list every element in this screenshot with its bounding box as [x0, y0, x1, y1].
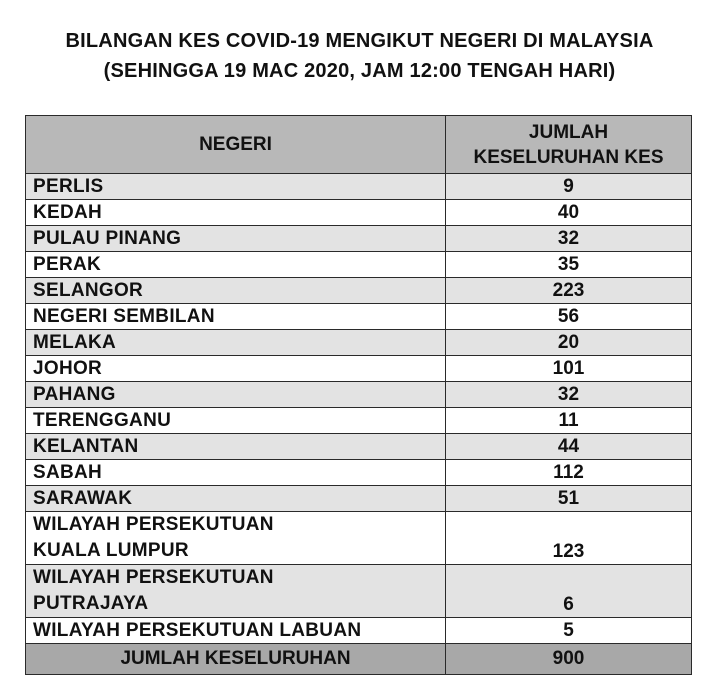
footer-total: 900 [446, 644, 692, 675]
table-subtitle: (SEHINGGA 19 MAC 2020, JAM 12:00 TENGAH HARI) [103, 60, 616, 82]
state-name: MELAKA [26, 330, 446, 356]
case-count: 112 [446, 460, 692, 486]
state-name [26, 512, 446, 565]
case-count: 51 [446, 486, 692, 512]
footer-label: JUMLAH KESELURUHAN [26, 644, 446, 675]
case-count: 9 [446, 174, 692, 200]
covid-cases-table [25, 115, 692, 675]
case-count: 20 [446, 330, 692, 356]
case-count: 32 [446, 382, 692, 408]
table-header-row [26, 116, 692, 174]
state-name: KELANTAN [26, 434, 446, 460]
table-row [26, 382, 692, 408]
case-count: 44 [446, 434, 692, 460]
state-name: SARAWAK [26, 486, 446, 512]
case-count: 5 [446, 618, 692, 644]
table-title: BILANGAN KES COVID-19 MENGIKUT NEGERI DI MALAYSIA [65, 30, 654, 52]
case-count: 223 [446, 278, 692, 304]
header-total-line2: KESELURUHAN KES [473, 146, 664, 168]
state-name: NEGERI SEMBILAN [26, 304, 446, 330]
header-state: NEGERI [26, 116, 446, 174]
case-count: 123 [446, 512, 692, 565]
state-name-line1: WILAYAH PERSEKUTUAN [33, 514, 274, 535]
case-count: 35 [446, 252, 692, 278]
state-name: PERLIS [26, 174, 446, 200]
state-name [26, 565, 446, 618]
state-name-line1: WILAYAH PERSEKUTUAN [33, 567, 274, 588]
state-name: PULAU PINANG [26, 226, 446, 252]
table-row [26, 278, 692, 304]
table-row [26, 356, 692, 382]
state-name-line2: PUTRAJAYA [33, 593, 149, 614]
state-name: TERENGGANU [26, 408, 446, 434]
state-name: WILAYAH PERSEKUTUAN LABUAN [26, 618, 446, 644]
state-name: SABAH [26, 460, 446, 486]
case-count: 6 [446, 565, 692, 618]
table-row [26, 174, 692, 200]
state-name-line2: KUALA LUMPUR [33, 540, 189, 561]
table-row [26, 330, 692, 356]
state-name: PAHANG [26, 382, 446, 408]
state-name: PERAK [26, 252, 446, 278]
table-row [26, 226, 692, 252]
table-row [26, 200, 692, 226]
state-name: KEDAH [26, 200, 446, 226]
case-count: 11 [446, 408, 692, 434]
table-row [26, 565, 692, 618]
case-count: 40 [446, 200, 692, 226]
table-row [26, 512, 692, 565]
case-count: 101 [446, 356, 692, 382]
header-total [446, 116, 692, 174]
table-row [26, 304, 692, 330]
table-footer-row [26, 644, 692, 675]
table-row [26, 434, 692, 460]
case-count: 32 [446, 226, 692, 252]
table-row [26, 408, 692, 434]
state-name: JOHOR [26, 356, 446, 382]
header-total-line1: JUMLAH [528, 121, 609, 143]
table-row [26, 486, 692, 512]
table-row [26, 618, 692, 644]
table-row [26, 460, 692, 486]
case-count: 56 [446, 304, 692, 330]
state-name: SELANGOR [26, 278, 446, 304]
table-row [26, 252, 692, 278]
